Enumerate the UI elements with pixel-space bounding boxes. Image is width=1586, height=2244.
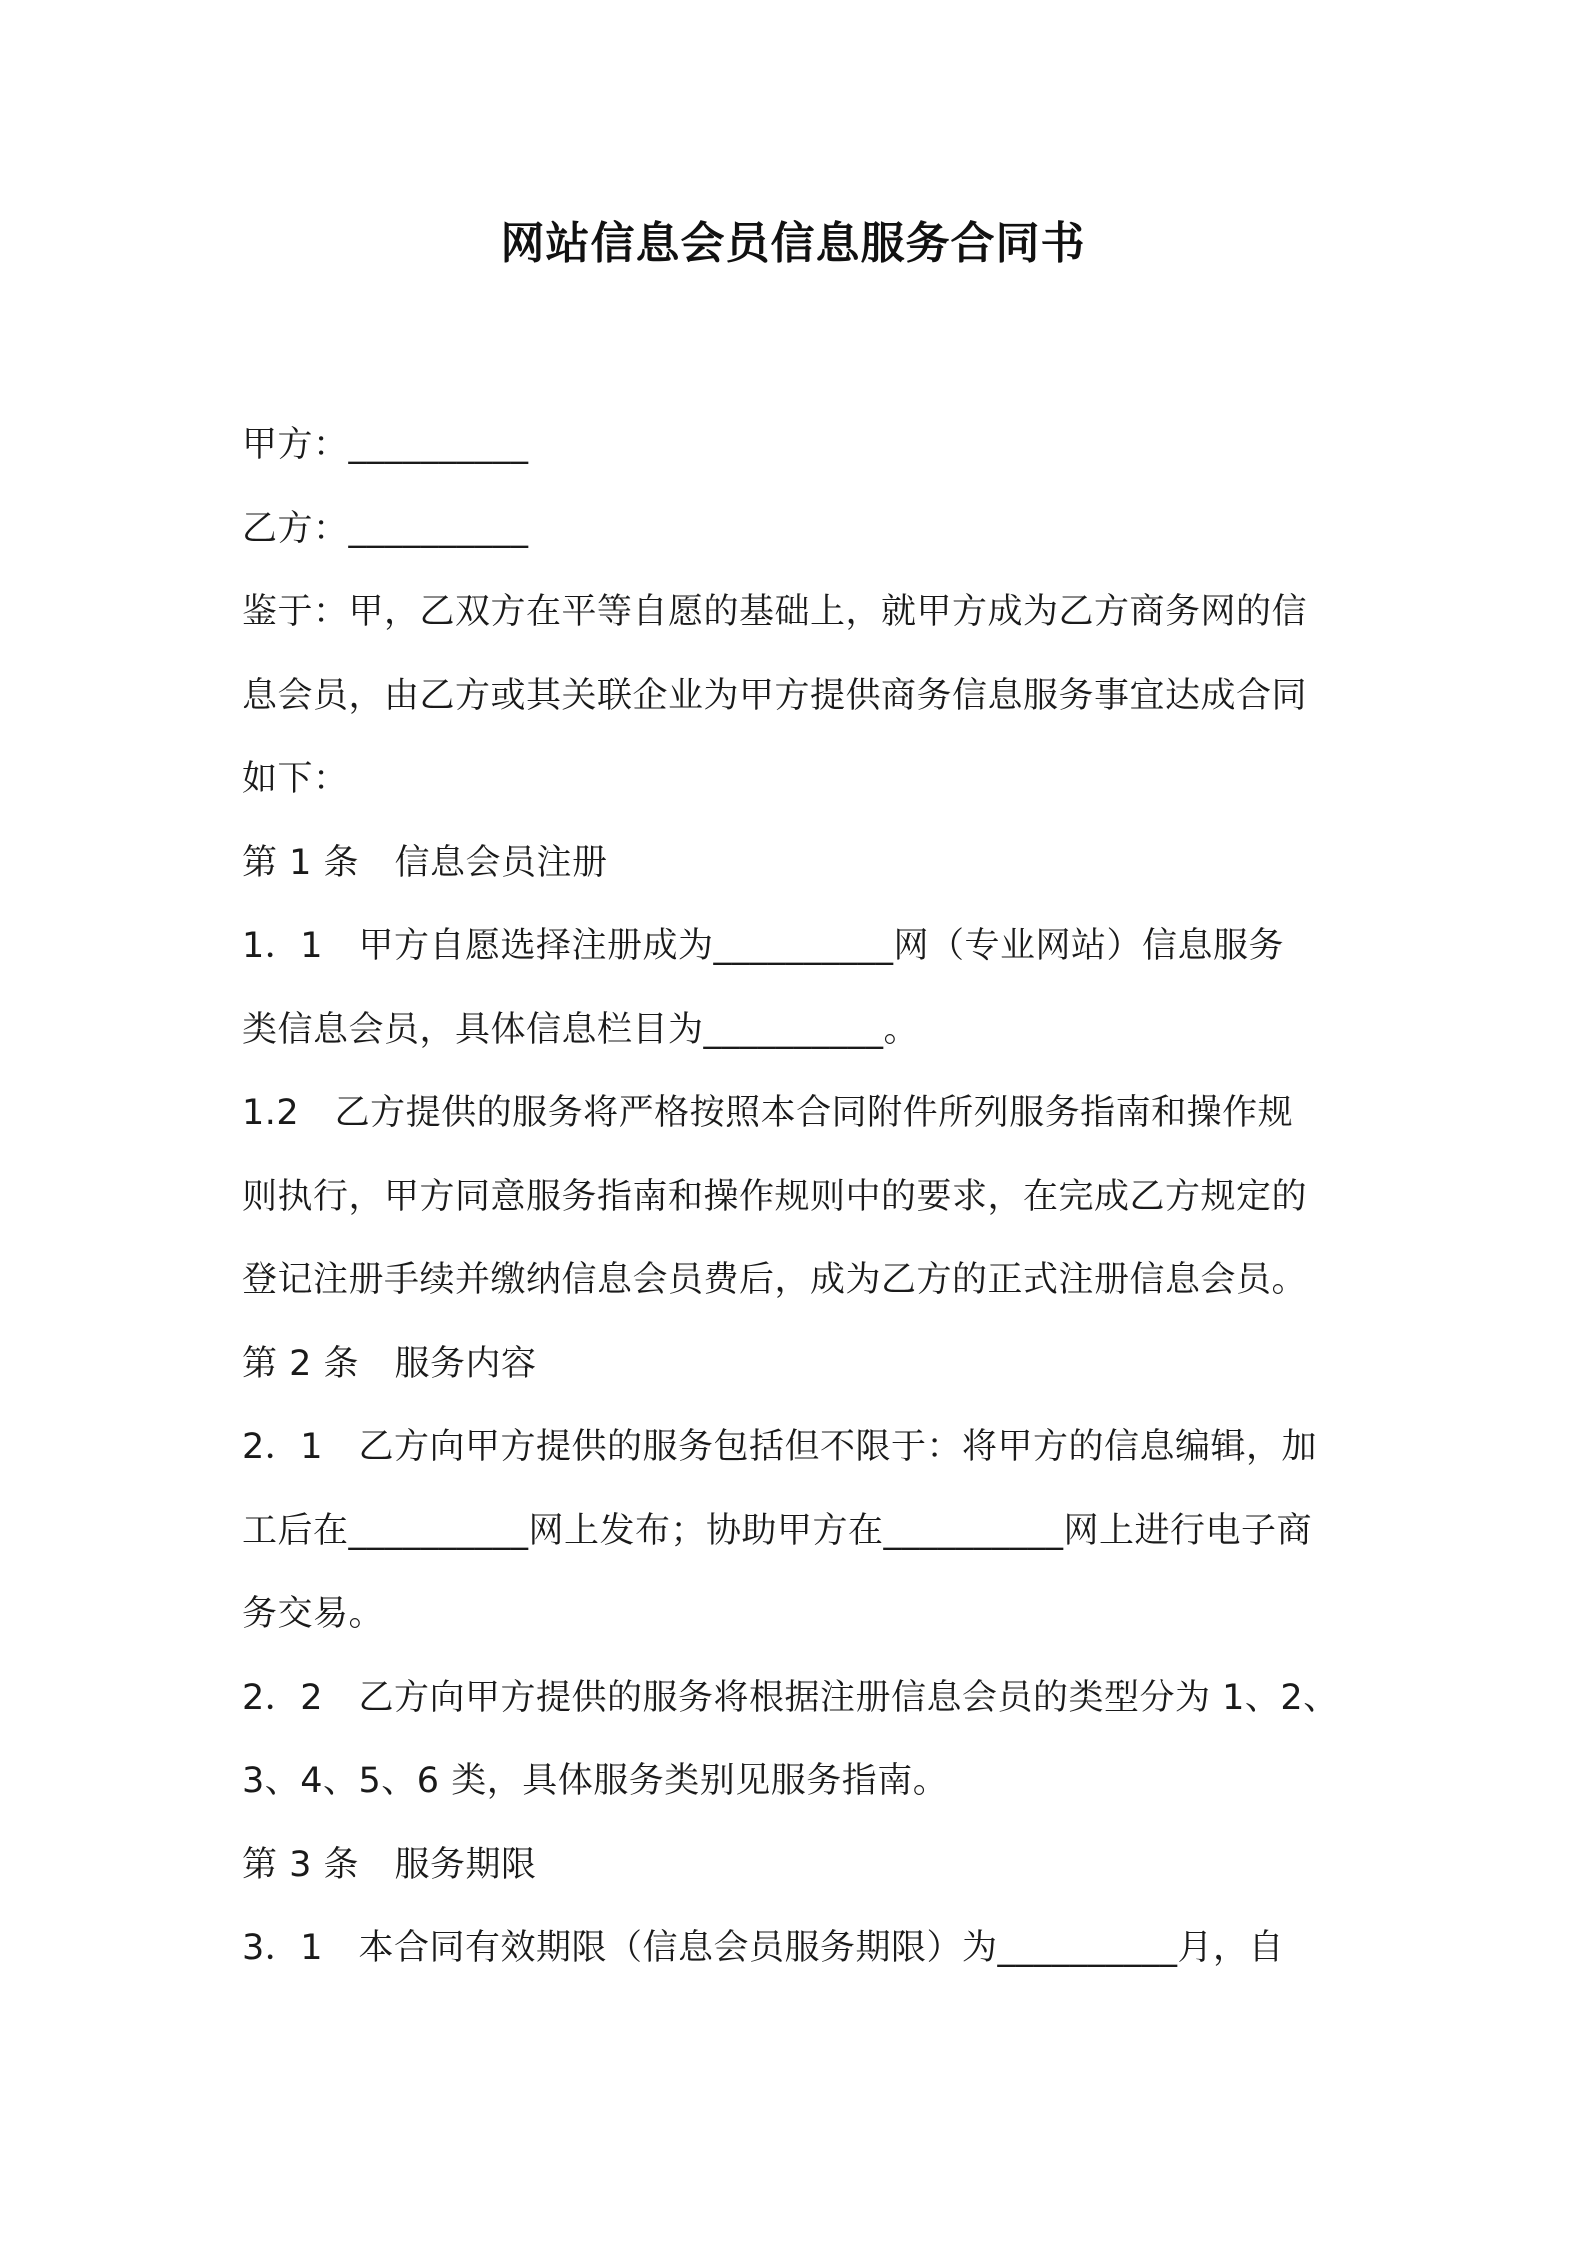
clause-1-1-line: 类信息会员，具体信息栏目为__________。: [242, 1009, 920, 1050]
clause-2-2-line: 3、4、5、6 类，具体服务类别见服务指南。: [242, 1761, 949, 1801]
document-title: 网站信息会员信息服务合同书: [500, 218, 1086, 269]
clause-1-2-line: 则执行，甲方同意服务指南和操作规则中的要求，在完成乙方规定的: [242, 1176, 1308, 1217]
clause-1-1-line: 1．1 甲方自愿选择注册成为__________网（专业网站）信息服务: [242, 926, 1285, 966]
clause-1-2-line: 1.2 乙方提供的服务将严格按照本合同附件所列服务指南和操作规: [242, 1093, 1294, 1133]
party-b-line: 乙方：__________: [242, 508, 529, 549]
preamble-line: 如下：: [242, 759, 349, 799]
preamble-line: 鉴于：甲，乙双方在平等自愿的基础上，就甲方成为乙方商务网的信: [242, 592, 1308, 632]
document-body: [242, 404, 1372, 1991]
preamble-line: 息会员，由乙方或其关联企业为甲方提供商务信息服务事宜达成合同: [242, 675, 1308, 716]
party-a-line: 甲方：__________: [242, 425, 529, 465]
clause-1-2-line: 登记注册手续并缴纳信息会员费后，成为乙方的正式注册信息会员。: [242, 1260, 1308, 1300]
clause-2-1-line: 工后在__________网上发布；协助甲方在__________网上进行电子商: [242, 1510, 1313, 1551]
article-1-heading: 第 1 条 信息会员注册: [242, 842, 608, 883]
article-3-heading: 第 3 条 服务期限: [242, 1844, 537, 1885]
clause-2-2-line: 2．2 乙方向甲方提供的服务将根据注册信息会员的类型分为 1、2、: [242, 1677, 1339, 1718]
clause-3-1-line: 3．1 本合同有效期限（信息会员服务期限）为__________月，自: [242, 1928, 1285, 1968]
article-2-heading: 第 2 条 服务内容: [242, 1343, 537, 1384]
clause-2-1-line: 2．1 乙方向甲方提供的服务包括但不限于：将甲方的信息编辑，加: [242, 1427, 1318, 1467]
clause-2-1-line: 务交易。: [242, 1594, 385, 1634]
